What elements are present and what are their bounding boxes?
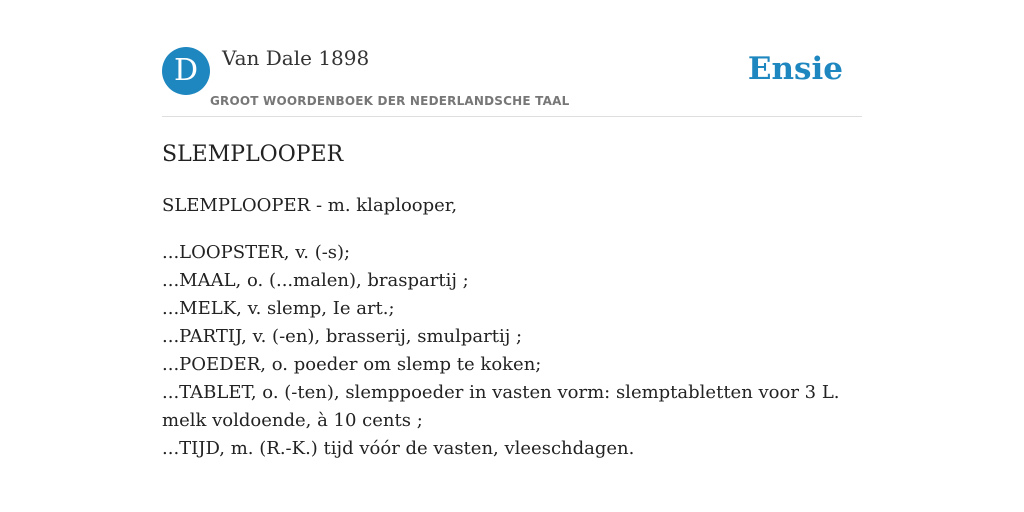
compound-item: ...PARTIJ, v. (-en), brasserij, smulpartij ; <box>162 326 523 347</box>
source-title: Van Dale 1898 <box>222 46 370 70</box>
entry-definition: SLEMPLOOPER - m. klaplooper, <box>162 195 458 216</box>
dictionary-page <box>162 0 862 512</box>
ensie-logo: Ensie <box>747 51 843 87</box>
compound-item: ...MELK, v. slemp, Ie art.; <box>162 298 395 319</box>
entry-headword: SLEMPLOOPER <box>162 142 344 167</box>
compound-list <box>162 239 862 463</box>
compound-item: ...TIJD, m. (R.-K.) tijd vóór de vasten, vleeschdagen. <box>162 438 635 459</box>
source-header <box>162 0 862 117</box>
source-subtitle: GROOT WOORDENBOEK DER NEDERLANDSCHE TAAL <box>210 94 570 108</box>
compound-item: ...MAAL, o. (...malen), braspartij ; <box>162 270 469 291</box>
source-avatar: D <box>162 47 210 95</box>
compound-item: ...POEDER, o. poeder om slemp te koken; <box>162 354 542 375</box>
compound-item: ...LOOPSTER, v. (-s); <box>162 242 351 263</box>
compound-item: ...TABLET, o. (-ten), slemppoeder in vasten vorm: slemptabletten voor 3 L. melk voldoende, à 10 cents ; <box>162 382 840 431</box>
